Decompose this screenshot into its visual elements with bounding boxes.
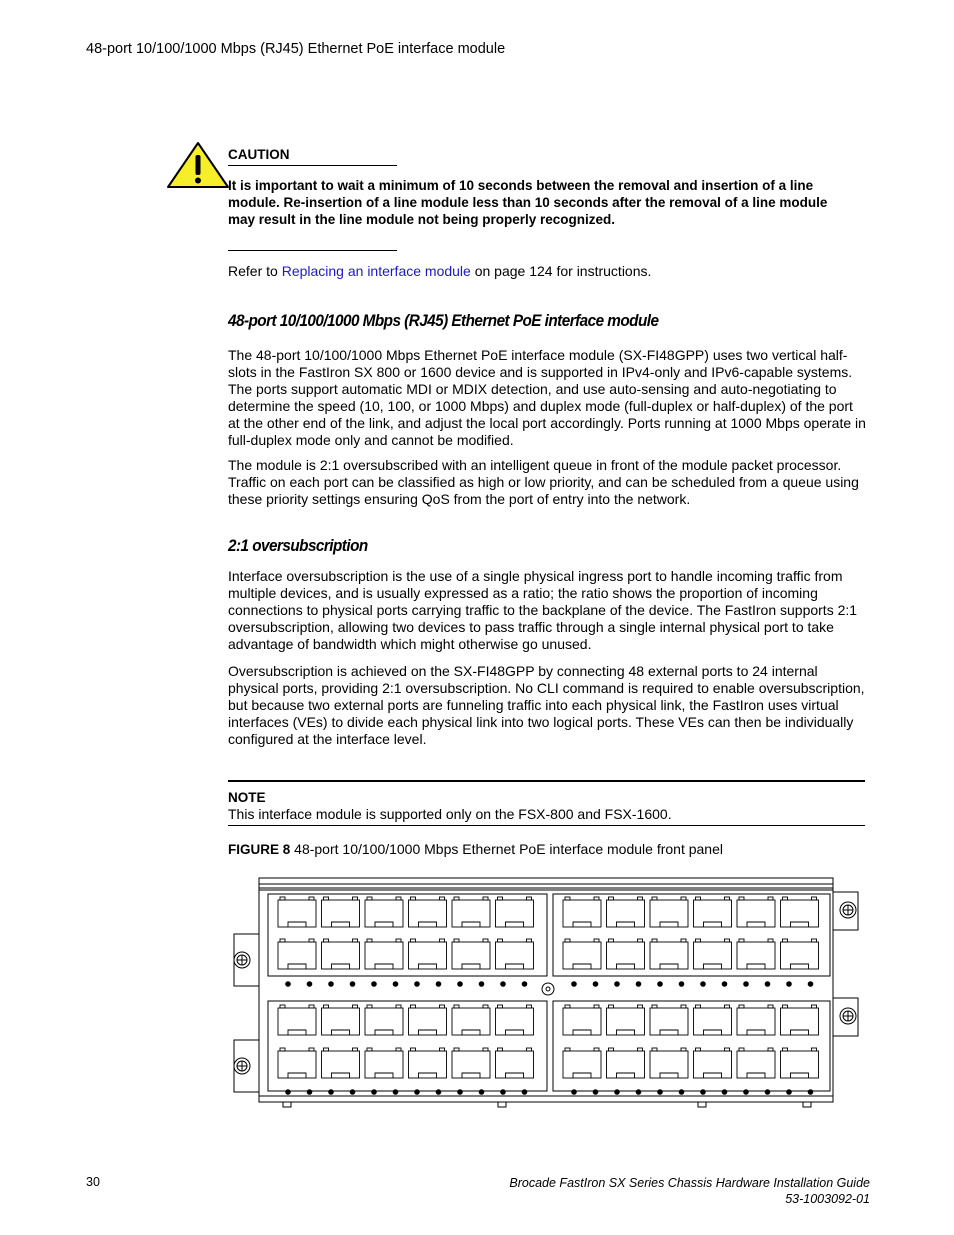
rj45-port (607, 1005, 645, 1035)
note-rule-bottom (228, 825, 865, 826)
rj45-port (694, 897, 732, 927)
port-led (307, 981, 313, 987)
port-led (285, 1089, 291, 1095)
rj45-port (650, 939, 688, 969)
rj45-port (409, 1048, 447, 1078)
replacing-module-link[interactable]: Replacing an interface module (281, 263, 471, 279)
port-led (614, 1089, 620, 1095)
port-led (571, 981, 577, 987)
doc-number: 53-1003092-01 (785, 1192, 870, 1206)
rj45-port (496, 897, 534, 927)
running-header: 48-port 10/100/1000 Mbps (RJ45) Ethernet PoE interface module (86, 41, 506, 57)
rj45-port (607, 897, 645, 927)
rj45-port (365, 1048, 403, 1078)
rj45-port (278, 1048, 316, 1078)
port-led (722, 1089, 728, 1095)
port-led (700, 981, 706, 987)
port-led (371, 981, 377, 987)
rj45-port (563, 897, 601, 927)
bottom-tab (498, 1102, 506, 1107)
caution-divider-bottom (228, 250, 397, 251)
port-led (479, 1089, 485, 1095)
port-led (657, 981, 663, 987)
rj45-port (694, 1005, 732, 1035)
rj45-port (737, 1005, 775, 1035)
port-led (414, 981, 420, 987)
rj45-port (496, 1005, 534, 1035)
port-led (636, 1089, 642, 1095)
rj45-port (278, 897, 316, 927)
port-block-top-right (553, 894, 830, 976)
port-led (743, 1089, 749, 1095)
port-led (500, 1089, 506, 1095)
port-led (436, 981, 442, 987)
rj45-port (563, 1005, 601, 1035)
rj45-port (322, 897, 360, 927)
port-led (743, 981, 749, 987)
refer-suffix: on page 124 for instructions. (470, 263, 652, 279)
page-number: 30 (86, 1175, 100, 1189)
figure-caption (228, 841, 723, 857)
rj45-port (322, 1048, 360, 1078)
rj45-port (496, 939, 534, 969)
rj45-port (607, 1048, 645, 1078)
port-led (393, 981, 399, 987)
rj45-port (365, 1005, 403, 1035)
port-led (679, 981, 685, 987)
port-led (436, 1089, 442, 1095)
book-title: Brocade FastIron SX Series Chassis Hardware Installation Guide (509, 1176, 870, 1190)
note-text: This interface module is supported only on the FSX-800 and FSX-1600. (228, 806, 672, 822)
module-front-panel-drawing (228, 870, 864, 1115)
port-led (414, 1089, 420, 1095)
rj45-port (365, 897, 403, 927)
port-led (393, 1089, 399, 1095)
port-led (479, 981, 485, 987)
captive-screw (840, 902, 856, 918)
port-led (457, 1089, 463, 1095)
section-heading-module: 48-port 10/100/1000 Mbps (RJ45) Ethernet PoE interface module (228, 311, 659, 330)
port-led (786, 981, 792, 987)
rj45-port (781, 897, 819, 927)
port-led (457, 981, 463, 987)
port-led (657, 1089, 663, 1095)
figure-label: FIGURE 8 (228, 842, 291, 857)
rj45-port (322, 1005, 360, 1035)
rj45-port (607, 939, 645, 969)
rj45-port (452, 1005, 490, 1035)
rj45-port (409, 939, 447, 969)
port-led (350, 981, 356, 987)
port-led (593, 981, 599, 987)
port-block-bottom-right (553, 1001, 830, 1091)
port-led (571, 1089, 577, 1095)
port-led (500, 981, 506, 987)
note-label: NOTE (228, 790, 266, 805)
note-rule-top (228, 780, 865, 782)
refer-prefix: Refer to (228, 263, 282, 279)
module-paragraph-1: The 48-port 10/100/1000 Mbps Ethernet PoE interface module (SX-FI48GPP) uses two vertical half-slots in the FastIron SX 800 or 1600 device and is supported in IPv4-only and IPv6-capable systems. The ports support automatic MDI or MDIX detection, and use auto-sensing and auto-negotiating to determine the speed (10, 100, or 1000 Mbps) and duplex mode (full-duplex or half-duplex) of the port at the other end of the link, and adjust the local port accordingly. Ports running at 1000 Mbps operate in full-duplex mode only and cannot be modified. (228, 347, 866, 448)
rj45-port (452, 1048, 490, 1078)
rj45-port (278, 1005, 316, 1035)
rj45-port (409, 897, 447, 927)
warning-triangle-icon (166, 141, 230, 189)
captive-screw (234, 952, 250, 968)
caution-title: CAUTION (228, 147, 290, 162)
bottom-tab (803, 1102, 811, 1107)
rj45-port (452, 939, 490, 969)
rj45-port (409, 1005, 447, 1035)
port-led (350, 1089, 356, 1095)
rj45-port (496, 1048, 534, 1078)
refer-line (228, 263, 651, 280)
port-led (700, 1089, 706, 1095)
rj45-port (694, 939, 732, 969)
port-led (328, 981, 334, 987)
rj45-port (650, 1048, 688, 1078)
bottom-tab (283, 1102, 291, 1107)
figure-caption-text: 48-port 10/100/1000 Mbps Ethernet PoE interface module front panel (290, 841, 723, 857)
oversubscription-paragraph-2: Oversubscription is achieved on the SX-FI48GPP by connecting 48 external ports to 24 internal physical ports, providing 2:1 oversubscription. No CLI command is required to enable oversubscription, but because two external ports are funneling traffic into each physical link, the FastIron uses virtual interfaces (VEs) to divide each physical link into two logical ports. These VEs can then be individually configured at the interface level. (228, 663, 865, 747)
port-led (765, 981, 771, 987)
port-led (614, 981, 620, 987)
port-led (786, 1089, 792, 1095)
rj45-port (365, 939, 403, 969)
bottom-tab (698, 1102, 706, 1107)
port-led (679, 1089, 685, 1095)
section-heading-oversubscription: 2:1 oversubscription (228, 536, 368, 555)
port-led (808, 1089, 814, 1095)
rj45-port (563, 1048, 601, 1078)
module-paragraph-2: The module is 2:1 oversubscribed with an intelligent queue in front of the module packet processor. Traffic on each port can be classified as high or low priority, and can be scheduled from a queue using these priority settings ensuring QoS from the port of entry into the network. (228, 457, 859, 507)
port-led (285, 981, 291, 987)
rj45-port (650, 1005, 688, 1035)
port-led (307, 1089, 313, 1095)
port-led (371, 1089, 377, 1095)
captive-screw (234, 1058, 250, 1074)
rj45-port (737, 897, 775, 927)
port-led (593, 1089, 599, 1095)
oversubscription-paragraph-1: Interface oversubscription is the use of a single physical ingress port to handle incoming traffic from multiple devices, and is usually expressed as a ratio; the ratio shows the proportion of incoming connections to physical ports carrying traffic to the backplane of the device. The FastIron supports 2:1 oversubscription, allowing two devices to pass traffic through a single internal physical port to take advantage of bandwidth which might otherwise go unused. (228, 568, 858, 652)
port-led (636, 981, 642, 987)
port-led (522, 1089, 528, 1095)
port-led (808, 981, 814, 987)
port-led (722, 981, 728, 987)
footer-right (509, 1175, 870, 1207)
caution-text: It is important to wait a minimum of 10 seconds between the removal and insertion of a line module. Re-insertion of a line module less than 10 seconds after the removal of a line module may result in the line module not being properly recognized. (228, 178, 828, 227)
rj45-port (278, 939, 316, 969)
port-led (765, 1089, 771, 1095)
captive-screw (840, 1008, 856, 1024)
rj45-port (737, 1048, 775, 1078)
rj45-port (694, 1048, 732, 1078)
rj45-port (650, 897, 688, 927)
rj45-port (781, 1005, 819, 1035)
rj45-port (737, 939, 775, 969)
rj45-port (452, 897, 490, 927)
caution-divider-top (228, 165, 397, 166)
rj45-port (781, 939, 819, 969)
rj45-port (322, 939, 360, 969)
port-led (522, 981, 528, 987)
rj45-port (781, 1048, 819, 1078)
port-led (328, 1089, 334, 1095)
rj45-port (563, 939, 601, 969)
